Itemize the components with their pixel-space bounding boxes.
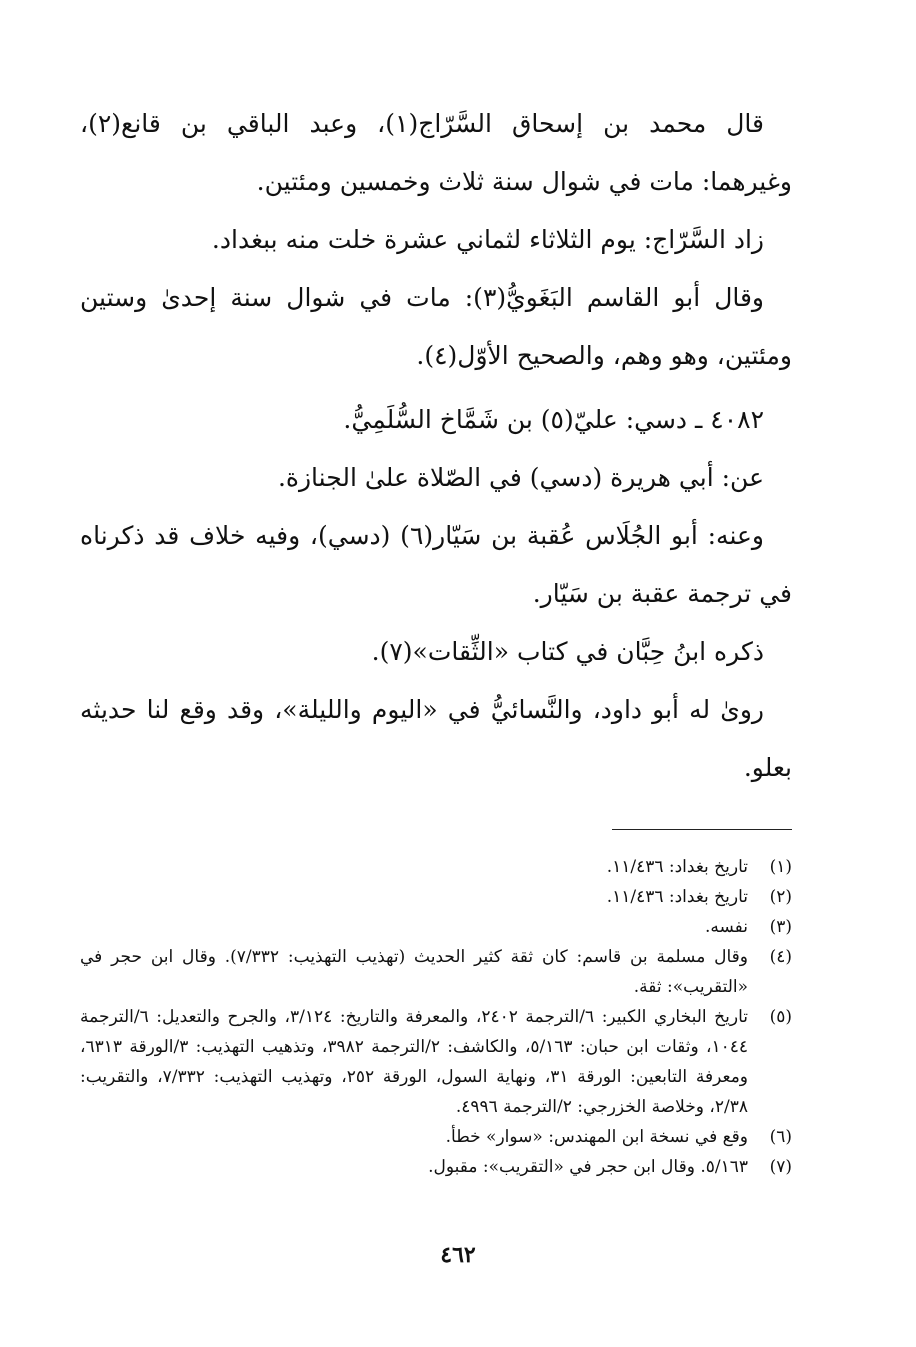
footnote-text: وقع في نسخة ابن المهندس: «سوار» خطأ.: [445, 1127, 748, 1147]
footnote-number: (٤): [769, 947, 792, 967]
footnote-text: وقال مسلمة بن قاسم: كان ثقة كثير الحديث (تهذيب التهذيب: ٧/٣٣٢). وقال ابن حجر في «التقريب»: ثقة.: [80, 947, 748, 997]
footnote-divider: [612, 829, 792, 830]
footnote-text: تاريخ بغداد: ١١/٤٣٦.: [606, 887, 748, 907]
paragraph-baghawi-opinion: وقال أبو القاسم البَغَويُّ(٣): مات في شوال سنة إحدىٰ وستين ومئتين، وهو وهم، والصحيح الأوّل(٤).: [80, 283, 792, 370]
footnote: [80, 1002, 792, 1122]
footnote: [80, 942, 792, 1002]
footnote-text: نفسه.: [704, 917, 748, 937]
paragraph-narrates-from: عن: أبي هريرة (دسي) في الصّلاة علىٰ الجنازة.: [277, 463, 764, 492]
footnote-number: (٢): [769, 887, 792, 907]
footnote-number: (٦): [769, 1127, 792, 1147]
main-text: [80, 95, 792, 797]
entry-heading: ٤٠٨٢ ـ دسي: عليّ(٥) بن شَمَّاخ السُّلَمِيُّ.: [343, 405, 764, 434]
paragraph-narrators: روىٰ له أبو داود، والنَّسائيُّ في «اليوم والليلة»، وقد وقع لنا حديثه بعلو.: [80, 695, 792, 782]
footnotes: [80, 852, 792, 1182]
footnote-text: تاريخ البخاري الكبير: ٦/الترجمة ٢٤٠٢، والمعرفة والتاريخ: ٣/١٢٤، والجرح والتعديل: ٦/الترجمة ١٠٤٤، وثقات ابن حبان: ٥/١٦٣، والكاشف: ٢/الترجمة ٣٩٨٢، وتذهيب التهذيب: ٣/الورقة ٦٣١٣، ومعرفة التابعين: الورقة ٣١، ونهاية السول، الورقة ٢٥٢، وتهذيب التهذيب: ٧/٣٣٢، والتقريب: ٢/٣٨، وخلاصة الخزرجي: ٢/الترجمة ٤٩٩٦.: [80, 1007, 749, 1117]
paragraph-narrated-by: وعنه: أبو الجُلَاس عُقبة بن سَيّار(٦) (دسي)، وفيه خلاف قد ذكرناه في ترجمة عقبة بن سَيّار.: [80, 521, 792, 608]
footnote-number: (٧): [769, 1157, 792, 1177]
paragraph-death-date: قال محمد بن إسحاق السَّرّاج(١)، وعبد الباقي بن قانع(٢)، وغيرهما: مات في شوال سنة ثلاث وخمسين ومئتين.: [80, 109, 792, 196]
footnote: [80, 912, 792, 942]
footnote: [80, 1122, 792, 1152]
footnote-number: (٥): [769, 1007, 792, 1027]
footnote: [80, 882, 792, 912]
paragraph-sarraj-addition: زاد السَّرّاج: يوم الثلاثاء لثماني عشرة خلت منه ببغداد.: [211, 225, 764, 254]
footnote-text: ٥/١٦٣. وقال ابن حجر في «التقريب»: مقبول.: [428, 1157, 748, 1177]
footnote: [80, 1152, 792, 1182]
paragraph-ibn-hibban: ذكره ابنُ حِبَّان في كتاب «الثِّقات»(٧).: [371, 637, 764, 666]
footnote-number: (٣): [769, 917, 792, 937]
page-number: ٤٦٢: [440, 1242, 476, 1268]
footnote-text: تاريخ بغداد: ١١/٤٣٦.: [606, 857, 748, 877]
footnote: [80, 852, 792, 882]
book-page: [80, 95, 792, 1182]
footnote-number: (١): [769, 857, 792, 877]
